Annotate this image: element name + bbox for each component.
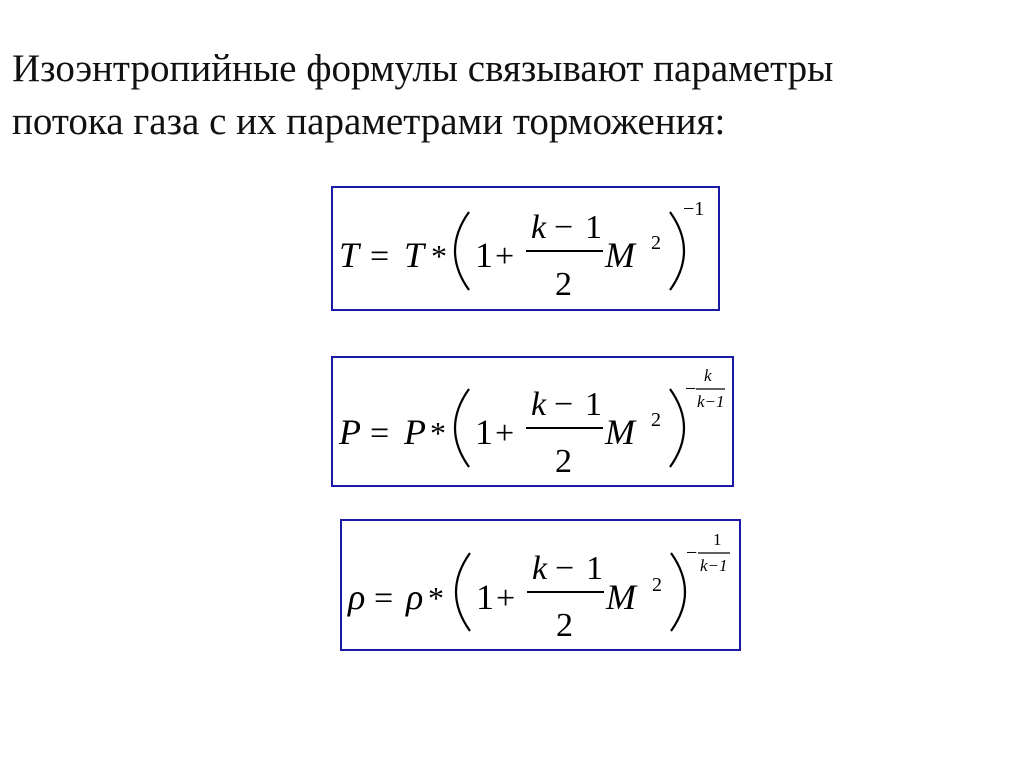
fraction-numerator-one: 1 — [586, 550, 603, 587]
outer-exponent-sign: − — [686, 542, 698, 564]
outer-exponent-denominator: k−1 — [697, 392, 725, 411]
fraction-denominator: 2 — [555, 443, 572, 480]
fraction-numerator-minus: − — [554, 209, 574, 246]
one: 1 — [475, 235, 493, 275]
rhs-symbol: ρ — [406, 577, 424, 617]
plus-sign: + — [495, 238, 515, 275]
left-parenthesis — [455, 389, 469, 467]
fraction-numerator-one: 1 — [585, 386, 602, 423]
formula-density — [342, 521, 739, 649]
equals-sign: = — [370, 238, 390, 275]
lhs-symbol: P — [339, 412, 361, 452]
equals-sign: = — [374, 580, 394, 617]
plus-sign: + — [495, 415, 515, 452]
rhs-symbol: P — [404, 412, 426, 452]
plus-sign: + — [496, 580, 516, 617]
outer-exponent-numerator: k — [704, 366, 712, 385]
lhs-symbol: T — [339, 235, 360, 275]
fraction-numerator-k: k — [532, 550, 548, 587]
formula-box-pressure — [331, 356, 734, 487]
fraction-numerator-minus: − — [554, 386, 574, 423]
stagnation-star: * — [431, 238, 447, 274]
formula-box-temperature — [331, 186, 720, 311]
equals-sign: = — [370, 415, 390, 452]
right-parenthesis — [670, 389, 684, 467]
stagnation-star: * — [430, 415, 446, 451]
fraction-numerator-k: k — [531, 386, 547, 423]
one: 1 — [475, 412, 493, 452]
mach-symbol: M — [606, 577, 636, 617]
formula-box-density — [340, 519, 741, 651]
fraction-denominator: 2 — [556, 607, 573, 644]
mach-exponent: 2 — [651, 409, 661, 431]
formula-temperature — [333, 188, 718, 309]
one: 1 — [476, 577, 494, 617]
outer-exponent-numerator: 1 — [713, 530, 722, 549]
fraction-numerator-minus: − — [555, 550, 575, 587]
outer-exponent: −1 — [683, 198, 705, 220]
fraction-numerator-one: 1 — [585, 209, 602, 246]
left-parenthesis — [456, 553, 470, 631]
fraction-denominator: 2 — [555, 266, 572, 303]
formula-pressure — [333, 358, 732, 485]
right-parenthesis — [670, 212, 684, 290]
rhs-symbol: T — [404, 235, 425, 275]
right-parenthesis — [671, 553, 685, 631]
mach-exponent: 2 — [651, 232, 661, 254]
heading-line-2: потока газа с их параметрами торможения: — [12, 100, 726, 143]
fraction-numerator-k: k — [531, 209, 547, 246]
lhs-symbol: ρ — [348, 577, 366, 617]
stagnation-star: * — [428, 580, 444, 616]
outer-exponent-denominator: k−1 — [700, 556, 728, 575]
outer-exponent-sign: − — [685, 378, 697, 400]
left-parenthesis — [455, 212, 469, 290]
heading-line-1: Изоэнтропийные формулы связывают параметры — [12, 47, 834, 90]
slide-heading — [12, 42, 1012, 148]
mach-symbol: M — [605, 235, 635, 275]
mach-symbol: M — [605, 412, 635, 452]
mach-exponent: 2 — [652, 574, 662, 596]
